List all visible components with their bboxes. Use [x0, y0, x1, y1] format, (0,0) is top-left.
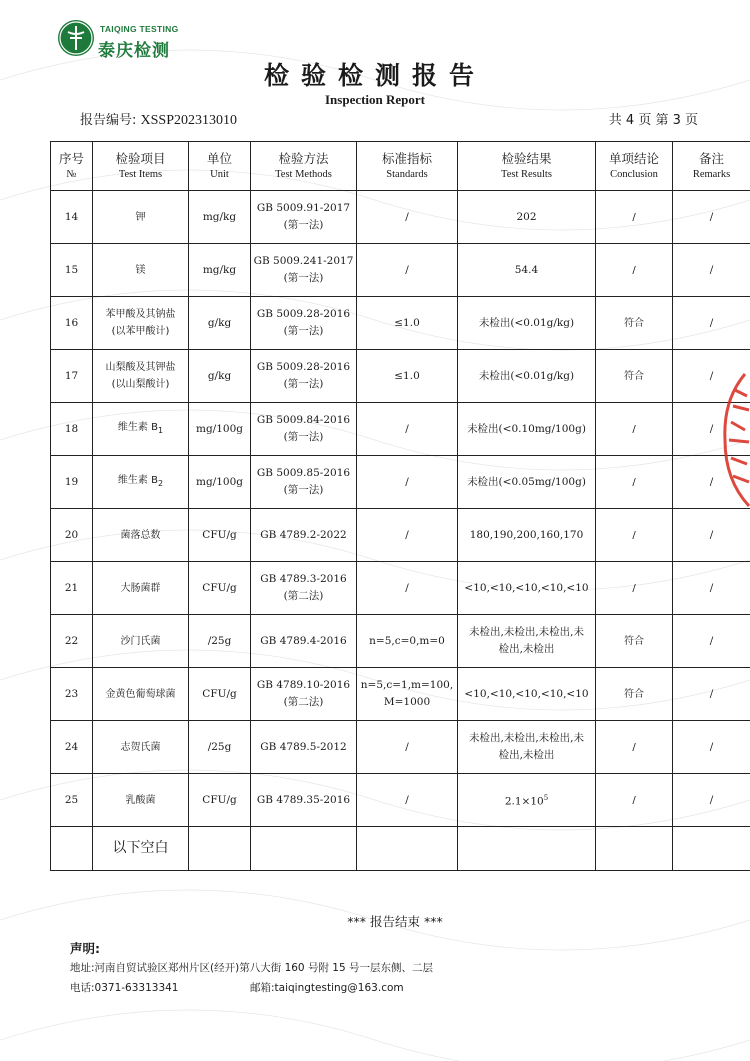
row-number-cell: 17: [51, 350, 93, 403]
test-item-cell: 山梨酸及其钾盐 (以山梨酸计): [93, 350, 189, 403]
column-header: 检验结果 Test Results: [458, 142, 596, 191]
table-row: [51, 191, 750, 244]
conclusion-cell: 符合: [596, 615, 673, 668]
remarks-cell: /: [673, 509, 750, 562]
declaration-heading: 声明:: [70, 941, 100, 956]
column-header: 检验方法 Test Methods: [251, 142, 357, 191]
conclusion-cell: 符合: [596, 668, 673, 721]
column-header: 序号 №: [51, 142, 93, 191]
test-result-cell: <10,<10,<10,<10,<10: [458, 562, 596, 615]
blank-row: [51, 827, 750, 871]
row-number-cell: 15: [51, 244, 93, 297]
row-number-cell: 22: [51, 615, 93, 668]
test-method-cell: GB 4789.5-2012: [251, 721, 357, 774]
unit-cell: g/kg: [189, 350, 251, 403]
unit-cell: CFU/g: [189, 774, 251, 827]
standard-cell: /: [357, 403, 458, 456]
test-method-cell: GB 4789.2-2022: [251, 509, 357, 562]
table-row: [51, 456, 750, 509]
conclusion-cell: /: [596, 191, 673, 244]
test-result-cell: $2.1\times 10^5$: [458, 774, 596, 827]
report-end-marker: *** 报告结束 ***: [347, 914, 443, 929]
report-number-value: XSSP202313010: [140, 113, 237, 128]
test-method-cell: GB 4789.3-2016 (第二法): [251, 562, 357, 615]
test-item-cell: 苯甲酸及其钠盐 (以苯甲酸计): [93, 297, 189, 350]
unit-cell: /25g: [189, 721, 251, 774]
row-number-cell: 21: [51, 562, 93, 615]
conclusion-cell: /: [596, 244, 673, 297]
report-number-label: 报告编号:: [80, 113, 137, 128]
report-title: 检验检测报告: [263, 61, 486, 90]
remarks-cell: /: [673, 350, 750, 403]
test-item-cell: 菌落总数: [93, 509, 189, 562]
test-item-cell: 钾: [93, 191, 189, 244]
test-item-cell: 镁: [93, 244, 189, 297]
remarks-cell: /: [673, 562, 750, 615]
conclusion-cell: /: [596, 509, 673, 562]
conclusion-cell: /: [596, 456, 673, 509]
test-method-cell: GB 5009.28-2016 (第一法): [251, 350, 357, 403]
table-row: [51, 403, 750, 456]
row-number-cell: 25: [51, 774, 93, 827]
test-result-cell: <10,<10,<10,<10,<10: [458, 668, 596, 721]
test-result-cell: 未检出(<0.01g/kg): [458, 297, 596, 350]
table-row: [51, 774, 750, 827]
unit-cell: CFU/g: [189, 668, 251, 721]
table-row: [51, 721, 750, 774]
test-result-cell: 未检出,未检出,未检出,未 检出,未检出: [458, 615, 596, 668]
test-result-cell: 202: [458, 191, 596, 244]
test-result-cell: 未检出(<0.05mg/100g): [458, 456, 596, 509]
row-number-cell: 14: [51, 191, 93, 244]
unit-cell: mg/kg: [189, 191, 251, 244]
unit-cell: CFU/g: [189, 509, 251, 562]
standard-cell: /: [357, 774, 458, 827]
unit-cell: CFU/g: [189, 562, 251, 615]
page-indicator: 共 4 页 第 3 页: [608, 113, 698, 128]
test-item-cell: 维生素 $B_2$: [93, 456, 189, 509]
test-method-cell: GB 5009.85-2016 (第一法): [251, 456, 357, 509]
standard-cell: /: [357, 244, 458, 297]
column-header: 备注 Remarks: [673, 142, 750, 191]
test-result-cell: 未检出,未检出,未检出,未 检出,未检出: [458, 721, 596, 774]
remarks-cell: /: [673, 774, 750, 827]
column-header: 标准指标 Standards: [357, 142, 458, 191]
remarks-cell: /: [673, 297, 750, 350]
test-method-cell: GB 5009.84-2016 (第一法): [251, 403, 357, 456]
table-row: [51, 668, 750, 721]
row-number-cell: 16: [51, 297, 93, 350]
company-address: 地址:河南自贸试验区郑州片区(经开)第八大街 160 号附 15 号一层东侧、二层: [70, 962, 433, 974]
row-number-cell: 18: [51, 403, 93, 456]
test-method-cell: GB 4789.35-2016: [251, 774, 357, 827]
logo-emblem-icon: [58, 20, 94, 56]
conclusion-cell: /: [596, 403, 673, 456]
table-row: [51, 615, 750, 668]
test-item-cell: 金黄色葡萄球菌: [93, 668, 189, 721]
test-method-cell: GB 4789.10-2016 (第二法): [251, 668, 357, 721]
test-method-cell: GB 5009.28-2016 (第一法): [251, 297, 357, 350]
report-number: [80, 109, 237, 129]
remarks-cell: /: [673, 615, 750, 668]
unit-cell: g/kg: [189, 297, 251, 350]
remarks-cell: /: [673, 456, 750, 509]
logo-english-text: TAIQING TESTING: [100, 24, 179, 34]
row-number-cell: 20: [51, 509, 93, 562]
unit-cell: mg/kg: [189, 244, 251, 297]
remarks-cell: /: [673, 191, 750, 244]
table-row: [51, 350, 750, 403]
standard-cell: /: [357, 191, 458, 244]
standard-cell: ≤1.0: [357, 297, 458, 350]
unit-cell: mg/100g: [189, 403, 251, 456]
unit-cell: mg/100g: [189, 456, 251, 509]
standard-cell: /: [357, 721, 458, 774]
test-result-cell: 54.4: [458, 244, 596, 297]
standard-cell: n=5,c=1,m=100, M=1000: [357, 668, 458, 721]
conclusion-cell: 符合: [596, 350, 673, 403]
column-header: 检验项目 Test Items: [93, 142, 189, 191]
test-method-cell: GB 5009.91-2017 (第一法): [251, 191, 357, 244]
remarks-cell: /: [673, 721, 750, 774]
standard-cell: /: [357, 562, 458, 615]
test-result-cell: 未检出(<0.10mg/100g): [458, 403, 596, 456]
row-number-cell: 23: [51, 668, 93, 721]
conclusion-cell: /: [596, 562, 673, 615]
table-row: [51, 562, 750, 615]
standard-cell: n=5,c=0,m=0: [357, 615, 458, 668]
test-method-cell: GB 4789.4-2016: [251, 615, 357, 668]
test-item-cell: 乳酸菌: [93, 774, 189, 827]
report-title-english: Inspection Report: [324, 92, 426, 107]
standard-cell: /: [357, 456, 458, 509]
standard-cell: /: [357, 509, 458, 562]
row-number-cell: 24: [51, 721, 93, 774]
conclusion-cell: /: [596, 721, 673, 774]
row-number-cell: 19: [51, 456, 93, 509]
remarks-cell: /: [673, 244, 750, 297]
remarks-cell: /: [673, 668, 750, 721]
company-phone: 电话:0371-63313341: [70, 982, 179, 994]
remarks-cell: /: [673, 403, 750, 456]
conclusion-cell: 符合: [596, 297, 673, 350]
column-header: 单位 Unit: [189, 142, 251, 191]
table-row: [51, 244, 750, 297]
test-result-cell: 180,190,200,160,170: [458, 509, 596, 562]
test-item-cell: 维生素 $B_1$: [93, 403, 189, 456]
unit-cell: /25g: [189, 615, 251, 668]
company-logo: [58, 20, 188, 60]
conclusion-cell: /: [596, 774, 673, 827]
test-item-cell: 沙门氏菌: [93, 615, 189, 668]
test-item-cell: 大肠菌群: [93, 562, 189, 615]
test-item-cell: 志贺氏菌: [93, 721, 189, 774]
blank-below-label: 以下空白: [93, 827, 189, 871]
logo-chinese-text: 泰庆检测: [98, 41, 170, 61]
table-row: [51, 297, 750, 350]
column-header: 单项结论 Conclusion: [596, 142, 673, 191]
standard-cell: ≤1.0: [357, 350, 458, 403]
table-row: [51, 509, 750, 562]
company-email: 邮箱:taiqingtesting@163.com: [250, 982, 404, 994]
table-header-row: [51, 142, 750, 191]
inspection-results-table: [50, 141, 750, 871]
test-result-cell: 未检出(<0.01g/kg): [458, 350, 596, 403]
test-method-cell: GB 5009.241-2017 (第一法): [251, 244, 357, 297]
